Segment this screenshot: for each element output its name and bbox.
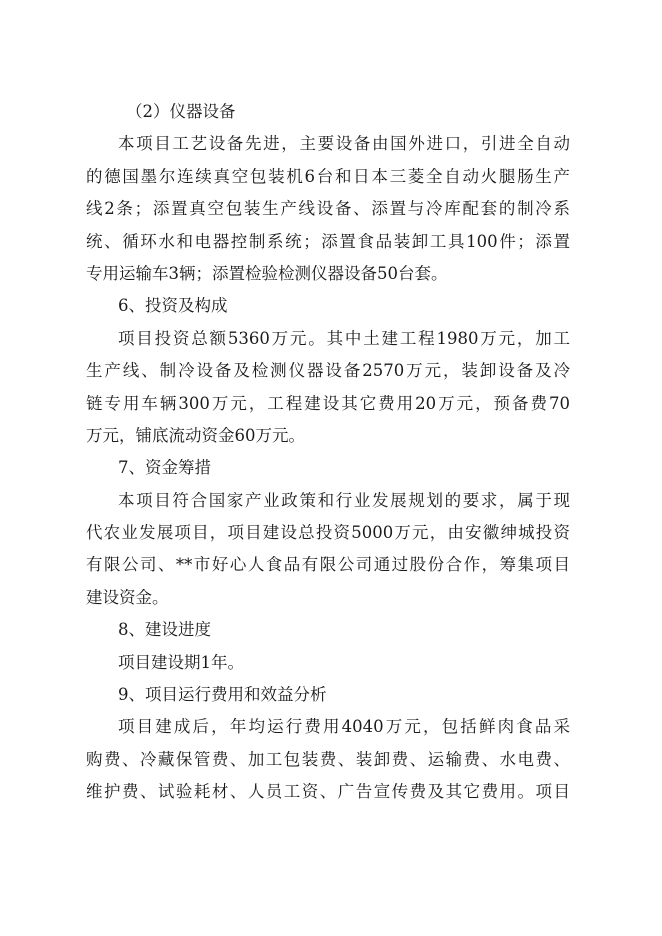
paragraph-line: 链专用车辆300万元，工程建设其它费用20万元，预备费70 (86, 393, 570, 413)
paragraph-line: 本项目符合国家产业政策和行业发展规划的要求，属于现 (118, 490, 570, 510)
section-heading-schedule: 8、建设进度 (118, 620, 211, 640)
paragraph-line: 项目投资总额5360万元。其中土建工程1980万元，加工 (118, 328, 570, 348)
paragraph-line: 购费、冷藏保管费、加工包装费、装卸费、运输费、水电费、 (86, 749, 570, 769)
paragraph-line: 万元，铺底流动资金60万元。 (86, 425, 305, 445)
section-heading-investment: 6、投资及构成 (118, 296, 228, 316)
paragraph-line: 建设资金。 (86, 587, 169, 607)
section-heading-cost: 9、项目运行费用和效益分析 (118, 685, 327, 705)
paragraph-line: 项目建设期1年。 (118, 652, 244, 672)
paragraph-line: 本项目工艺设备先进，主要设备由国外进口，引进全自动 (118, 134, 570, 154)
paragraph-line: 线2条；添置真空包装生产线设备、添置与冷库配套的制冷系 (86, 199, 570, 219)
paragraph-line: 的德国墨尔连续真空包装机6台和日本三菱全自动火腿肠生产 (86, 166, 570, 186)
section-heading-equipment: （2）仪器设备 (126, 102, 236, 121)
document-page (86, 96, 570, 809)
paragraph-line: 代农业发展项目，项目建设总投资5000万元，由安徽绅城投资 (86, 523, 570, 543)
paragraph-line: 统、循环水和电器控制系统；添置食品装卸工具100件；添置 (86, 231, 570, 251)
paragraph-line: 有限公司、**市好心人食品有限公司通过股份合作，筹集项目 (86, 555, 570, 575)
section-heading-funding: 7、资金筹措 (118, 458, 211, 478)
paragraph-line: 专用运输车3辆；添置检验检测仪器设备50台套。 (86, 263, 448, 283)
paragraph-line: 维护费、试验耗材、人员工资、广告宣传费及其它费用。项目 (86, 782, 570, 802)
paragraph-line: 项目建成后，年均运行费用4040万元，包括鲜肉食品采 (118, 717, 570, 737)
paragraph-line: 生产线、制冷设备及检测仪器设备2570万元，装卸设备及冷 (86, 361, 570, 381)
